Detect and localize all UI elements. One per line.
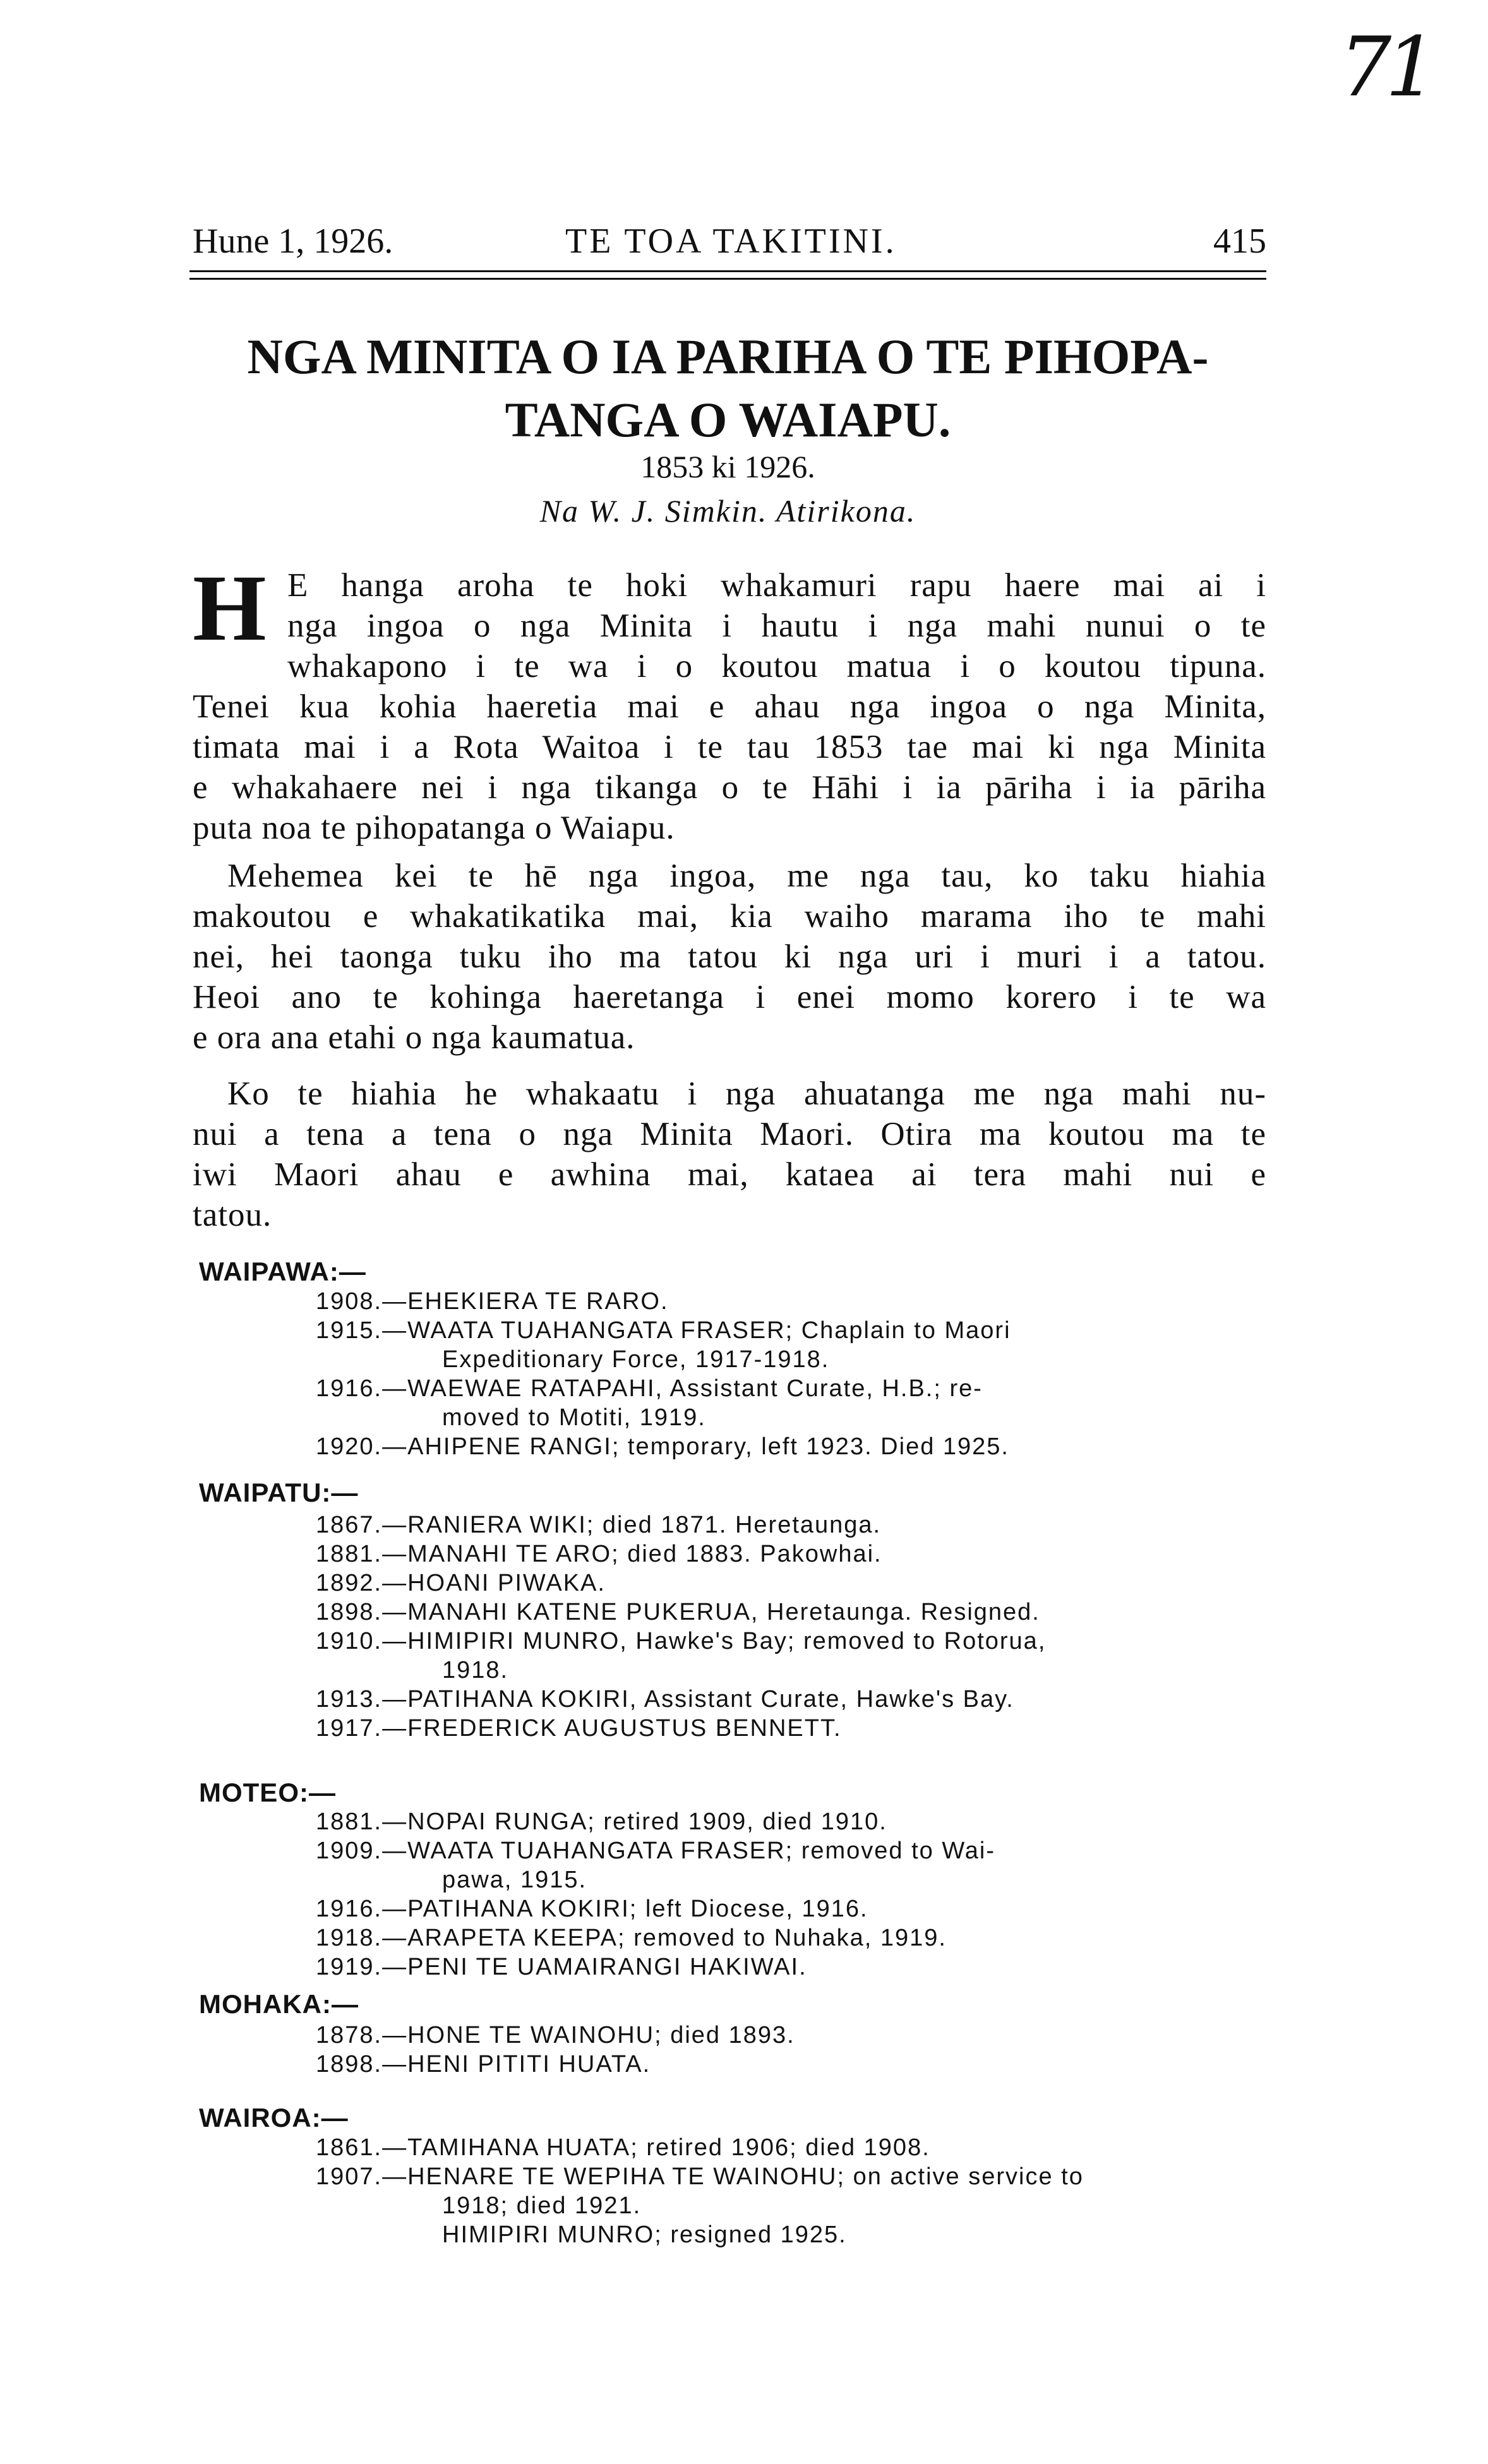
- title-line-1: NGA MINITA O IA PARIHA O TE PIHOPA-: [247, 329, 1209, 384]
- paragraph-line: whakapono i te wa i o koutou matua i o koutou tipuna.: [287, 648, 1266, 685]
- list-entry: 1878.—HONE TE WAINOHU; died 1893.: [316, 2022, 795, 2048]
- paragraph-line: Heoi ano te kohinga haeretanga i enei momo korero i te wa: [193, 979, 1266, 1015]
- clergy-list-waipatu: [316, 1510, 1269, 1743]
- paragraph-line: Tenei kua kohia haeretia mai e ahau nga ingoa o nga Minita,: [193, 688, 1266, 725]
- list-entry-continuation: 1918; died 1921.: [442, 2192, 642, 2219]
- list-entry: 1916.—WAEWAE RATAPAHI, Assistant Curate, H.B.; re-: [316, 1375, 983, 1402]
- article-dates: 1853 ki 1926.: [640, 449, 815, 484]
- list-entry: 1881.—NOPAI RUNGA; retired 1909, died 1910.: [316, 1809, 887, 1835]
- list-entry: 1913.—PATIHANA KOKIRI, Assistant Curate, Hawke's Bay.: [316, 1686, 1014, 1713]
- list-entry: 1920.—AHIPENE RANGI; temporary, left 1923. Died 1925.: [316, 1433, 1009, 1460]
- list-entry: 1919.—PENI TE UAMAIRANGI HAKIWAI.: [316, 1954, 807, 1980]
- header-rule-bottom: [189, 278, 1266, 280]
- article-byline: Na W. J. Simkin. Atirikona.: [539, 493, 916, 529]
- list-entry: 1915.—WAATA TUAHANGATA FRASER; Chaplain to Maori: [316, 1317, 1011, 1344]
- paragraph-line: nui a tena a tena o nga Minita Maori. Otira ma koutou ma te: [193, 1116, 1266, 1152]
- header-publication: TE TOA TAKITINI.: [565, 222, 897, 261]
- clergy-list-moteo: [316, 1807, 1269, 1982]
- header-page-number: 415: [1213, 222, 1266, 261]
- paragraph-1: [193, 565, 1266, 848]
- clergy-list-wairoa: [316, 2133, 1269, 2249]
- region-heading-waipatu: WAIPATU:—: [199, 1478, 359, 1507]
- list-entry: 1898.—MANAHI KATENE PUKERUA, Heretaunga. Resigned.: [316, 1599, 1040, 1625]
- list-entry: 1867.—RANIERA WIKI; died 1871. Heretaunga.: [316, 1512, 882, 1538]
- list-entry: 1881.—MANAHI TE ARO; died 1883. Pakowhai.: [316, 1541, 882, 1567]
- paragraph-line: timata mai i a Rota Waitoa i te tau 1853 tae mai ki nga Minita: [193, 729, 1266, 765]
- list-entry: 1918.—ARAPETA KEEPA; removed to Nuhaka, 1919.: [316, 1925, 947, 1951]
- list-entry: 1861.—TAMIHANA HUATA; retired 1906; died 1908.: [316, 2134, 930, 2161]
- paragraph-3: [193, 1074, 1266, 1235]
- region-heading-wairoa: WAIROA:—: [199, 2103, 349, 2132]
- list-entry: 1908.—EHEKIERA TE RARO.: [316, 1288, 669, 1315]
- list-entry-continuation: 1918.: [442, 1657, 509, 1684]
- paragraph-line: E hanga aroha te hoki whakamuri rapu haere mai ai i: [287, 567, 1266, 604]
- region-heading-mohaka: MOHAKA:—: [199, 1989, 359, 2019]
- paragraph-line: makoutou e whakatikatika mai, kia waiho marama iho te mahi: [193, 898, 1266, 935]
- paragraph-2: [193, 856, 1266, 1058]
- list-entry-continuation: Expeditionary Force, 1917-1918.: [442, 1346, 830, 1373]
- list-entry: 1892.—HOANI PIWAKA.: [316, 1570, 606, 1596]
- region-heading-waipawa: WAIPAWA:—: [199, 1257, 366, 1286]
- list-entry: 1907.—HENARE TE WEPIHA TE WAINOHU; on active service to: [316, 2163, 1084, 2190]
- list-entry: 1909.—WAATA TUAHANGATA FRASER; removed to Wai-: [316, 1838, 996, 1864]
- paragraph-line: tatou.: [193, 1197, 272, 1233]
- list-entry: 1917.—FREDERICK AUGUSTUS BENNETT.: [316, 1715, 842, 1742]
- list-entry: 1898.—HENI PITITI HUATA.: [316, 2051, 651, 2078]
- list-entry: HIMIPIRI MUNRO; resigned 1925.: [442, 2222, 847, 2248]
- drop-cap: H: [193, 556, 267, 661]
- clergy-list-waipawa: [316, 1287, 1269, 1461]
- paragraph-line: iwi Maori ahau e awhina mai, kataea ai tera mahi nui e: [193, 1156, 1266, 1193]
- paragraph-line: e whakahaere nei i nga tikanga o te Hāhi i ia pāriha i ia pāriha: [193, 769, 1266, 806]
- header-rule-top: [189, 270, 1266, 272]
- paragraph-line: Mehemea kei te hē nga ingoa, me nga tau, ko taku hiahia: [227, 858, 1266, 894]
- paragraph-line: Ko te hiahia he whakaatu i nga ahuatanga me nga mahi nu-: [227, 1075, 1266, 1112]
- list-entry: 1916.—PATIHANA KOKIRI; left Diocese, 1916.: [316, 1896, 868, 1922]
- header-date: Hune 1, 1926.: [193, 222, 393, 261]
- list-entry: 1910.—HIMIPIRI MUNRO, Hawke's Bay; removed to Rotorua,: [316, 1628, 1047, 1654]
- region-heading-moteo: MOTEO:—: [199, 1778, 336, 1807]
- list-entry-continuation: pawa, 1915.: [442, 1867, 587, 1893]
- paragraph-line: nga ingoa o nga Minita i hautu i nga mahi nunui o te: [287, 607, 1266, 644]
- paragraph-line: e ora ana etahi o nga kaumatua.: [193, 1019, 635, 1056]
- title-line-2: TANGA O WAIAPU.: [505, 392, 951, 447]
- clergy-list-mohaka: [316, 2021, 1269, 2079]
- handwritten-folio: 71: [1339, 19, 1431, 115]
- paragraph-line: puta noa te pihopatanga o Waiapu.: [193, 810, 675, 846]
- paragraph-line: nei, hei taonga tuku iho ma tatou ki nga uri i muri i a tatou.: [193, 938, 1266, 975]
- article-title: [189, 325, 1266, 452]
- list-entry-continuation: moved to Motiti, 1919.: [442, 1404, 706, 1431]
